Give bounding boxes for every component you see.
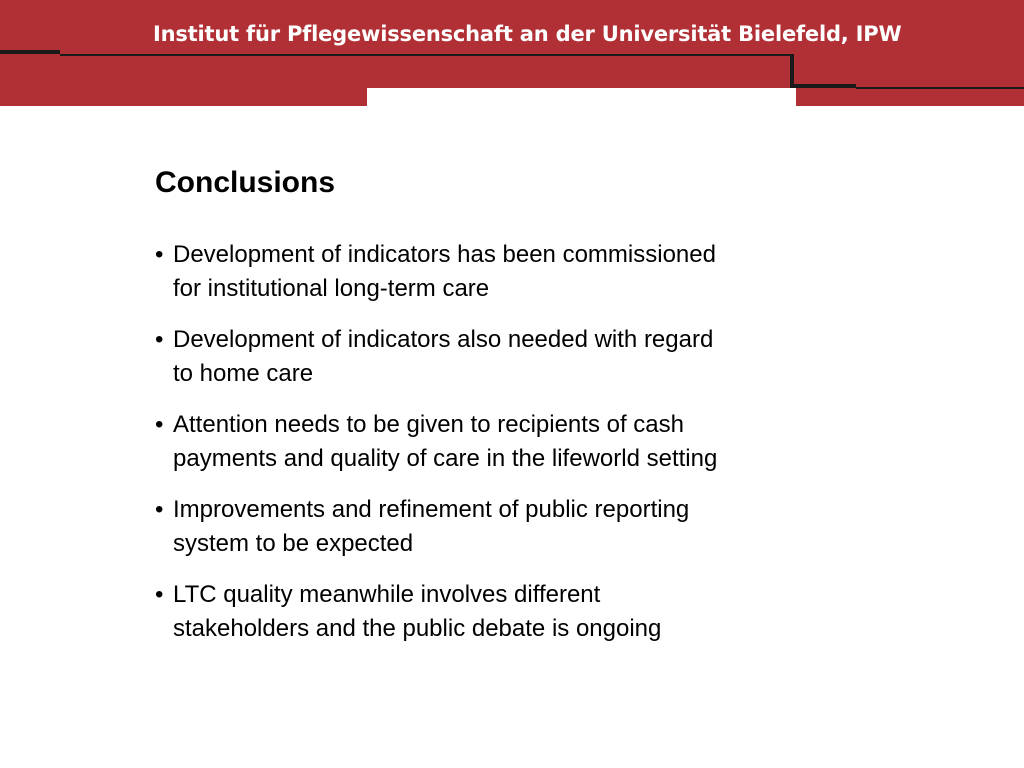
header-band-left-extension <box>0 88 367 106</box>
bullet-dot-icon: • <box>155 411 164 438</box>
bullet-line: Development of indicators has been commissioned <box>173 241 716 268</box>
bullet-item <box>155 578 845 646</box>
bullet-line: Development of indicators also needed with regard <box>173 326 714 353</box>
bullet-line: Improvements and refinement of public reporting <box>173 496 690 523</box>
header-accent-line <box>60 54 794 56</box>
bullet-dot-icon: • <box>155 496 164 523</box>
bullet-dot-icon: • <box>155 326 164 353</box>
bullet-item <box>155 408 845 476</box>
bullet-item <box>155 493 845 561</box>
header-accent-bracket-horizontal <box>790 84 856 88</box>
bullet-line: for institutional long-term care <box>173 275 490 302</box>
bullet-dot-icon: • <box>155 241 164 268</box>
bullet-line: LTC quality meanwhile involves different <box>173 581 601 608</box>
bullet-dot-icon: • <box>155 581 164 608</box>
bullet-line: Attention needs to be given to recipients of cash <box>173 411 684 438</box>
bullet-item <box>155 323 845 391</box>
bullet-item <box>155 238 845 306</box>
bullet-line: system to be expected <box>173 530 414 557</box>
slide-title: Conclusions <box>155 166 336 199</box>
header-accent-stub-left <box>0 50 60 54</box>
bullet-line: to home care <box>173 360 314 387</box>
header-band-right-extension <box>796 88 1024 106</box>
institute-name: Institut für Pflegewissenschaft an der Universität Bielefeld, IPW <box>153 22 902 46</box>
bullet-line: stakeholders and the public debate is ongoing <box>173 615 662 642</box>
bullet-list <box>155 238 845 663</box>
bullet-line: payments and quality of care in the lifeworld setting <box>173 445 718 472</box>
header-accent-line-right <box>856 87 1024 89</box>
